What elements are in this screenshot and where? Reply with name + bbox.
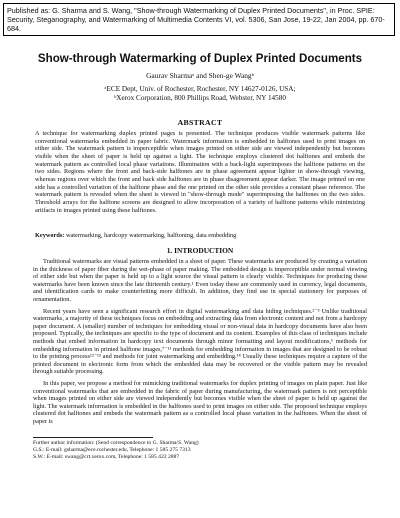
affiliation-xerox: ᵇXerox Corporation, 800 Phillips Road, Webster, NY 14580 (114, 94, 286, 102)
abstract-heading: ABSTRACT (177, 118, 223, 127)
footnotes (33, 440, 367, 462)
paragraph: Recent years have seen a significant research effort in digital watermarking and data hiding techniques.²⁻³ Unlike traditional watermarks, a majority of these techniques focus on embedding and extracting data from electronic content and not from a hardcopy paper document. A (smaller) number of techniques for embedding visual or non-visual data in hardcopy documents have also been proposed. Typically, the techniques are specific to the type of document and its content. Examples of this class of techniques include methods that embed information in hardcopy text documents through minor formatting and layout modifications,⁶ methods for embedding information in printed halftone images,⁷⁻¹¹ methods for embedding information in images that are designed to be robust to the printing process¹²⁻¹³ and methods for joint watermarking and embedding.¹⁴ Usually these techniques require a capture of the printed document in electronic form from which the embedded data may be recovered or the visible pattern may be revealed through suitable processing. (33, 307, 367, 376)
keywords-list: watermarking, hardcopy watermarking, halftoning, data embedding (65, 232, 237, 239)
keywords-label: Keywords: (35, 232, 65, 239)
abstract-text: A technique for watermarking duplex printed pages is presented. The technique produces visible watermark patterns like conventional watermarks embedded in paper fabric. Watermark information is embedded in halftones used to print images on either side. The watermark pattern is imperceptible when images printed on either side are viewed independently but becomes visible when the sheet of paper is held up against a light. The technique employs clustered dot halftones and embeds the watermark pattern as controlled local phase variations. Illumination with a back-light superimposes the halftone patterns on the two sides. Regions where the front and back-side halftones are in phase agreement appear lighter in show-through viewing, whereas regions over which the front and back side halftones are in phase disagreement appear darker. The image printed on one side has a controlled variation of the halftone phase and the one printed on the other side provides a constant phase reference. The watermark pattern is revealed when the sheet is viewed in "show-through mode" superimposing the halftones on the two sides. Threshold arrays for the halftone screens are designed to allow incorporation of a variety of halftone patterns while minimizing artifacts in images printed using these halftones. (35, 130, 365, 214)
section-heading-introduction: 1. INTRODUCTION (166, 246, 234, 255)
introduction-body (33, 258, 367, 429)
publication-note: Published as: G. Sharma and S. Wang, "Show-through Watermarking of Duplex Printed Documents", in Proc. SPIE: Security, Steganography, and Watermarking of Multimedia Contents VI, vol. 5306, San Jose, 19-22, Jan 2004, pp. 670-684. (3, 3, 395, 36)
footnote-line: Further author information: (Send correspondence to G. Sharma/S. Wang) (33, 440, 199, 446)
paragraph: In this paper, we propose a method for mimicking traditional watermarks for duplex printing of images on plain paper. Just like conventional watermarks that are embedded in the fabric of paper during manufacturing, the watermark pattern is not perceptible when images printed on either side are viewed independently but becomes visible when the sheet of paper is held up against the light. The watermark information is embedded in the halftones used to print images on either side. The proposed technique employs clustered dot halftones and embeds the watermark pattern as a controlled local phase variation in the halftones. When the sheet of paper is (33, 379, 367, 425)
authors: Gaurav Sharmaᵃ and Shen-ge Wangᵇ (146, 71, 254, 80)
footnote-line: G.S.: E-mail: gsharma@ece.rochester.edu, Telephone: 1 585 275 7313 (33, 447, 191, 454)
paper-title: Show-through Watermarking of Duplex Printed Documents (37, 52, 363, 65)
paragraph: Traditional watermarks are visual patterns embedded in a sheet of paper. These watermarks are produced by creating a variation in the thickness of paper fiber during the wet-phase of paper making. The embedded design is imperceptible under normal viewing of either side but when the paper is held up to a light source the visual pattern is clearly visible. Techniques for producing these watermarks have been known since the late thirteenth century.¹ Even today these are commonly used in currency, legal documents, and identification cards to make counterfeiting more difficult. In addition, they find use in special stationery for purposes of ornamentation. (33, 258, 367, 303)
affiliations (0, 85, 400, 103)
footnote-line: S.W.: E-mail: swang@crt.xerox.com, Telephone: 1 585 422 2887 (33, 454, 180, 461)
affiliation-ece: ᵃECE Dept, Univ. of Rochester, Rochester, NY 14627-0126, USA; (104, 85, 296, 93)
footnote-rule (33, 437, 153, 438)
keywords (35, 232, 365, 240)
